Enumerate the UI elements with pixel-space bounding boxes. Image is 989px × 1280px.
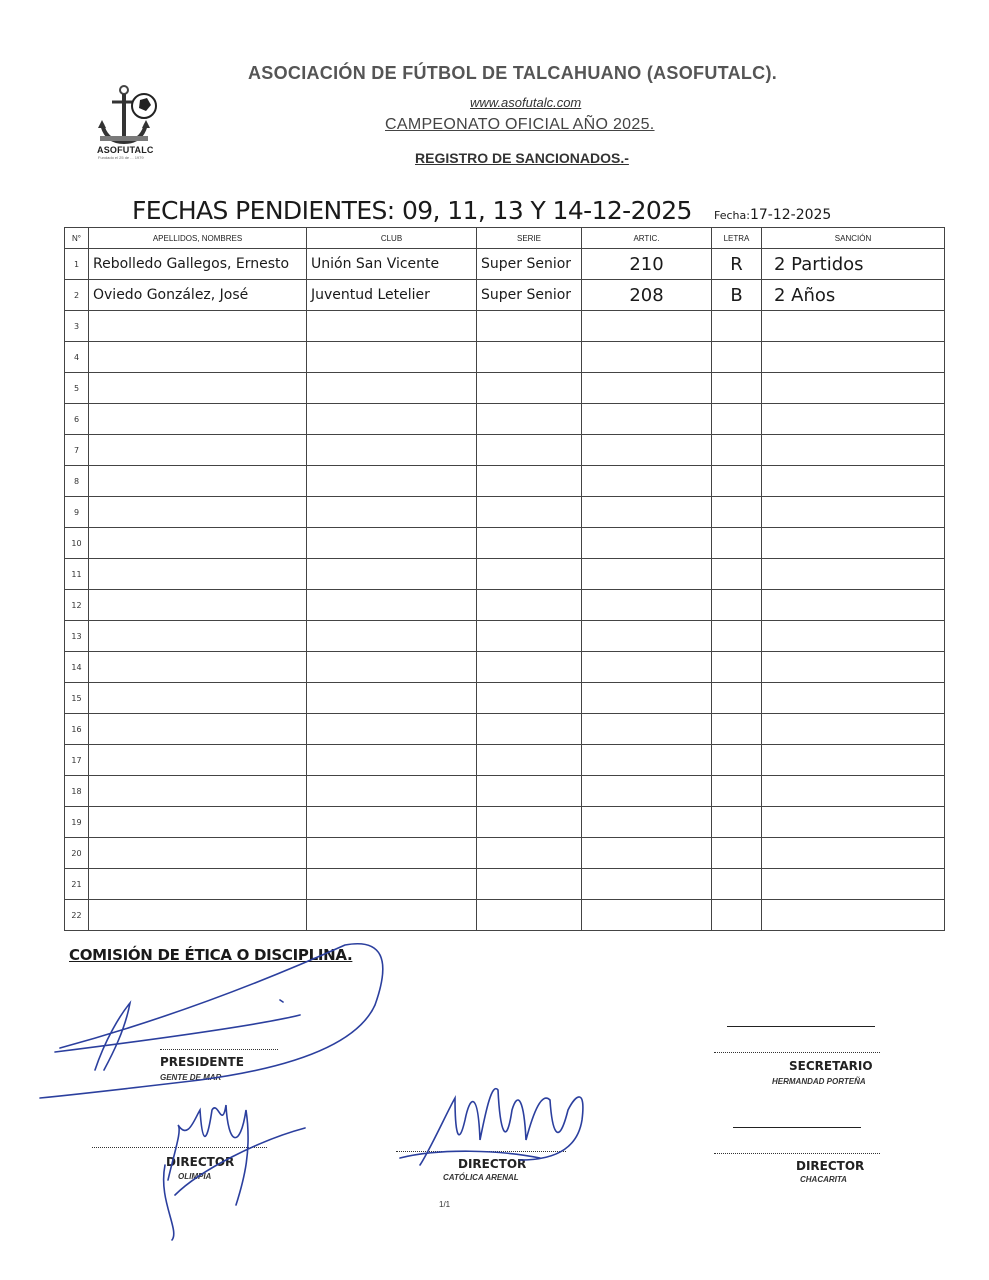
cell-name — [89, 714, 307, 745]
date-value: 17-12-2025 — [749, 207, 832, 223]
cell-artic — [582, 776, 712, 807]
cell-sancion: 2 Partidos — [762, 249, 945, 280]
cell-artic — [582, 590, 712, 621]
cell-name — [89, 559, 307, 590]
cell-serie — [477, 435, 582, 466]
cell-sancion — [762, 869, 945, 900]
director-2-title: DIRECTOR — [458, 1157, 527, 1171]
director-2-club: CATÓLICA ARENAL — [443, 1173, 519, 1182]
cell-artic — [582, 435, 712, 466]
cell-sancion — [762, 311, 945, 342]
cell-num: 6 — [65, 404, 89, 435]
cell-num: 4 — [65, 342, 89, 373]
cell-num: 1 — [65, 249, 89, 280]
cell-club — [307, 497, 477, 528]
cell-sancion — [762, 900, 945, 931]
cell-num: 12 — [65, 590, 89, 621]
pending-dates: FECHAS PENDIENTES: 09, 11, 13 Y 14-12-2025 — [132, 196, 692, 225]
cell-serie — [477, 745, 582, 776]
president-signature-line — [160, 1049, 278, 1050]
cell-sancion — [762, 559, 945, 590]
cell-letra — [712, 435, 762, 466]
cell-artic — [582, 745, 712, 776]
cell-serie: Super Senior — [477, 280, 582, 311]
cell-serie — [477, 466, 582, 497]
cell-letra — [712, 497, 762, 528]
cell-club: Unión San Vicente — [307, 249, 477, 280]
cell-serie — [477, 528, 582, 559]
cell-club — [307, 404, 477, 435]
cell-letra — [712, 590, 762, 621]
director-3-club: CHACARITA — [800, 1175, 847, 1184]
cell-sancion — [762, 466, 945, 497]
championship-title: CAMPEONATO OFICIAL AÑO 2025. — [385, 116, 655, 133]
col-header-name: APELLIDOS, NOMBRES — [89, 228, 307, 249]
table-row — [65, 311, 945, 342]
cell-num: 11 — [65, 559, 89, 590]
cell-num: 19 — [65, 807, 89, 838]
cell-letra — [712, 776, 762, 807]
col-header-club: CLUB — [307, 228, 477, 249]
cell-letra — [712, 869, 762, 900]
cell-serie — [477, 559, 582, 590]
cell-sancion — [762, 590, 945, 621]
cell-artic: 208 — [582, 280, 712, 311]
table-row — [65, 838, 945, 869]
cell-club — [307, 652, 477, 683]
cell-serie — [477, 342, 582, 373]
cell-club — [307, 466, 477, 497]
cell-num: 7 — [65, 435, 89, 466]
cell-name — [89, 807, 307, 838]
table-row — [65, 280, 945, 311]
cell-artic — [582, 404, 712, 435]
cell-club — [307, 807, 477, 838]
director-1-title: DIRECTOR — [166, 1155, 235, 1169]
commission-title: COMISIÓN DE ÉTICA O DISCIPLINA. — [69, 946, 353, 964]
cell-artic — [582, 807, 712, 838]
cell-num: 18 — [65, 776, 89, 807]
table-row — [65, 342, 945, 373]
cell-num: 21 — [65, 869, 89, 900]
president-title: PRESIDENTE — [160, 1055, 244, 1069]
cell-letra — [712, 559, 762, 590]
col-header-num: N° — [65, 228, 89, 249]
table-row — [65, 528, 945, 559]
cell-sancion — [762, 745, 945, 776]
cell-artic — [582, 652, 712, 683]
cell-club — [307, 373, 477, 404]
cell-club — [307, 435, 477, 466]
cell-sancion — [762, 807, 945, 838]
cell-letra — [712, 466, 762, 497]
cell-artic — [582, 714, 712, 745]
cell-letra: B — [712, 280, 762, 311]
cell-club — [307, 714, 477, 745]
cell-name — [89, 311, 307, 342]
cell-letra — [712, 404, 762, 435]
cell-serie — [477, 621, 582, 652]
cell-name — [89, 590, 307, 621]
cell-name — [89, 466, 307, 497]
cell-letra — [712, 652, 762, 683]
cell-serie — [477, 311, 582, 342]
table-row — [65, 869, 945, 900]
cell-name — [89, 497, 307, 528]
president-club: GENTE DE MAR — [160, 1073, 222, 1082]
cell-name — [89, 342, 307, 373]
table-row — [65, 621, 945, 652]
cell-sancion — [762, 435, 945, 466]
table-row — [65, 559, 945, 590]
logo-text: ASOFUTALC — [97, 145, 154, 155]
cell-num: 17 — [65, 745, 89, 776]
cell-serie — [477, 497, 582, 528]
cell-num: 14 — [65, 652, 89, 683]
secretary-solid-line — [727, 1026, 875, 1027]
cell-artic: 210 — [582, 249, 712, 280]
cell-letra — [712, 900, 762, 931]
cell-club: Juventud Letelier — [307, 280, 477, 311]
cell-serie — [477, 900, 582, 931]
cell-serie — [477, 652, 582, 683]
cell-num: 9 — [65, 497, 89, 528]
cell-club — [307, 683, 477, 714]
cell-name — [89, 373, 307, 404]
cell-letra — [712, 373, 762, 404]
cell-artic — [582, 559, 712, 590]
cell-letra — [712, 683, 762, 714]
secretary-signature-line — [714, 1052, 880, 1053]
secretary-club: HERMANDAD PORTEÑA — [772, 1077, 866, 1086]
cell-name: Rebolledo Gallegos, Ernesto — [89, 249, 307, 280]
cell-club — [307, 311, 477, 342]
cell-club — [307, 776, 477, 807]
cell-num: 5 — [65, 373, 89, 404]
table-row — [65, 249, 945, 280]
cell-letra — [712, 838, 762, 869]
cell-serie — [477, 869, 582, 900]
cell-club — [307, 869, 477, 900]
cell-sancion — [762, 838, 945, 869]
cell-serie — [477, 590, 582, 621]
cell-artic — [582, 497, 712, 528]
sanctions-table — [64, 227, 945, 931]
table-row — [65, 900, 945, 931]
cell-serie — [477, 404, 582, 435]
cell-letra — [712, 714, 762, 745]
cell-artic — [582, 621, 712, 652]
cell-artic — [582, 528, 712, 559]
table-row — [65, 652, 945, 683]
table-row — [65, 404, 945, 435]
table-header-row — [65, 228, 945, 249]
col-header-artic: ARTIC. — [582, 228, 712, 249]
table-row — [65, 373, 945, 404]
cell-letra — [712, 311, 762, 342]
cell-club — [307, 900, 477, 931]
table-row — [65, 590, 945, 621]
table-row — [65, 683, 945, 714]
cell-club — [307, 559, 477, 590]
cell-name — [89, 745, 307, 776]
cell-num: 20 — [65, 838, 89, 869]
director-1-signature-line — [92, 1147, 267, 1148]
cell-sancion — [762, 621, 945, 652]
cell-club — [307, 621, 477, 652]
cell-serie — [477, 714, 582, 745]
cell-name — [89, 869, 307, 900]
logo-subtext: Fundado el 25 de ... 1979 — [98, 155, 144, 160]
cell-name — [89, 838, 307, 869]
association-title: ASOCIACIÓN DE FÚTBOL DE TALCAHUANO (ASOFUTALC). — [248, 63, 778, 83]
cell-artic — [582, 342, 712, 373]
director-3-signature-line — [714, 1153, 880, 1154]
director-2-signature — [400, 1089, 583, 1165]
register-title: REGISTRO DE SANCIONADOS.- — [415, 150, 629, 166]
cell-club — [307, 528, 477, 559]
table-row — [65, 745, 945, 776]
cell-artic — [582, 466, 712, 497]
col-header-sancion: SANCIÓN — [762, 228, 945, 249]
table-row — [65, 497, 945, 528]
cell-letra — [712, 621, 762, 652]
cell-serie — [477, 776, 582, 807]
cell-num: 2 — [65, 280, 89, 311]
cell-artic — [582, 900, 712, 931]
col-header-letra: LETRA — [712, 228, 762, 249]
cell-serie — [477, 807, 582, 838]
cell-name — [89, 621, 307, 652]
cell-sancion — [762, 714, 945, 745]
cell-letra: R — [712, 249, 762, 280]
cell-artic — [582, 683, 712, 714]
cell-serie: Super Senior — [477, 249, 582, 280]
cell-num: 22 — [65, 900, 89, 931]
cell-artic — [582, 311, 712, 342]
cell-name — [89, 683, 307, 714]
website-link[interactable]: www.asofutalc.com — [470, 95, 582, 110]
cell-artic — [582, 838, 712, 869]
cell-club — [307, 838, 477, 869]
director-1-club: OLIMPIA — [178, 1172, 212, 1181]
cell-sancion — [762, 497, 945, 528]
date-label: Fecha: — [714, 209, 750, 222]
cell-sancion — [762, 404, 945, 435]
director-2-signature-line — [396, 1151, 566, 1152]
page-number: 1/1 — [439, 1200, 451, 1209]
cell-num: 10 — [65, 528, 89, 559]
cell-sancion — [762, 683, 945, 714]
cell-name — [89, 776, 307, 807]
director-3-title: DIRECTOR — [796, 1159, 865, 1173]
cell-num: 15 — [65, 683, 89, 714]
cell-name: Oviedo González, José — [89, 280, 307, 311]
cell-num: 13 — [65, 621, 89, 652]
cell-sancion — [762, 776, 945, 807]
cell-num: 16 — [65, 714, 89, 745]
cell-name — [89, 404, 307, 435]
cell-name — [89, 900, 307, 931]
table-row — [65, 466, 945, 497]
cell-artic — [582, 373, 712, 404]
cell-name — [89, 435, 307, 466]
cell-club — [307, 342, 477, 373]
cell-letra — [712, 342, 762, 373]
cell-letra — [712, 745, 762, 776]
cell-letra — [712, 807, 762, 838]
cell-name — [89, 652, 307, 683]
cell-name — [89, 528, 307, 559]
cell-num: 8 — [65, 466, 89, 497]
cell-sancion — [762, 652, 945, 683]
cell-club — [307, 745, 477, 776]
cell-serie — [477, 373, 582, 404]
cell-sancion — [762, 373, 945, 404]
secretary-title: SECRETARIO — [789, 1059, 873, 1073]
table-row — [65, 714, 945, 745]
cell-num: 3 — [65, 311, 89, 342]
cell-sancion — [762, 342, 945, 373]
table-row — [65, 435, 945, 466]
cell-sancion — [762, 528, 945, 559]
table-row — [65, 776, 945, 807]
cell-serie — [477, 683, 582, 714]
table-row — [65, 807, 945, 838]
cell-serie — [477, 838, 582, 869]
cell-sancion: 2 Años — [762, 280, 945, 311]
director-3-solid-line — [733, 1127, 861, 1128]
document-date — [714, 204, 831, 223]
cell-club — [307, 590, 477, 621]
cell-artic — [582, 869, 712, 900]
col-header-serie: SERIE — [477, 228, 582, 249]
cell-letra — [712, 528, 762, 559]
